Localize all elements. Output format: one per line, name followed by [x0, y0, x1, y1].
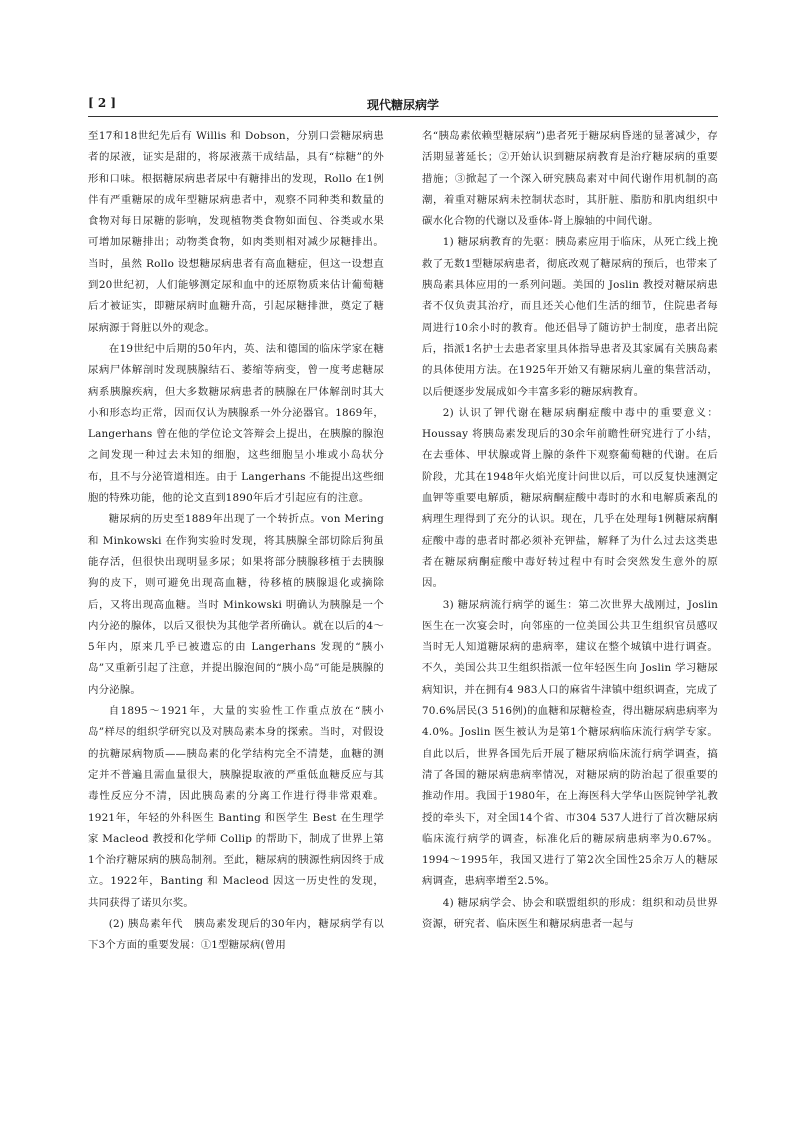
- paragraph: (2) 胰岛素年代 胰岛素发现后的30年内，糖尿病学有以下3个方面的重要发展：①1型糖尿病(曾用: [88, 917, 384, 952]
- paragraph: 2) 认识了钾代谢在糖尿病酮症酸中毒中的重要意义：Houssay 将胰岛素发现后的30余年前瞻性研究进行了小结，在去垂体、甲状腺或肾上腺的条件下观察葡萄糖的代谢。在后阶段，尤其在1948年火焰光度计问世以后，可以反复快速测定血钾等重要电解质，糖尿病酮症酸中毒时的水和电解质紊乱的病理生理得到了充分的认识。现在，几乎在处理每1例糖尿病酮症酸中毒的患者时都必须补充钾盐，解释了为什么过去这类患者在糖尿病酮症酸中毒好转过程中有时会突然发生意外的原因。: [422, 406, 718, 590]
- left-column: [88, 126, 384, 957]
- header-rule: [88, 116, 718, 117]
- paragraph: 名“胰岛素依赖型糖尿病”)患者死于糖尿病昏迷的显著减少，存活期显著延长；②开始认识到糖尿病教育是治疗糖尿病的重要措施；③掀起了一个深入研究胰岛素对中间代谢作用机制的高潮，着重对糖尿病未控制状态时，其肝脏、脂肪和肌肉组织中碳水化合物的代谢以及垂体-肾上腺轴的中间代谢。: [422, 130, 718, 228]
- page-number: [ 2 ]: [88, 96, 117, 110]
- paragraph: 至17和18世纪先后有 Willis 和 Dobson，分别口尝糖尿病患者的尿液，证实是甜的，将尿液蒸干成结晶，具有“棕糖”的外形和口味。根据糖尿病患者尿中有糖排出的发现，Rollo 在1例伴有严重糖尿的成年型糖尿病患者中，观察不同种类和数量的食物对每日尿糖的影响，发现植物类食物如面包、谷类或水果可增加尿糖排出；动物类食物，如肉类则相对减少尿糖排出。当时，虽然 Rollo 设想糖尿病患者有高血糖症，但这一设想直到20世纪初，人们能够测定尿和血中的还原物质来估计葡萄糖后才被证实，即糖尿病时血糖升高，引起尿糖排泄，奠定了糖尿病源于肾脏以外的观念。: [88, 130, 384, 334]
- paragraph: 在19世纪中后期的50年内，英、法和德国的临床学家在糖尿病尸体解剖时发现胰腺结石、萎缩等病变，曾一度考虑糖尿病系胰腺疾病，但大多数糖尿病患者的胰腺在尸体解剖时其大小和形态均正常，因而仅认为胰腺系一外分泌器官。1869年，Langerhans 曾在他的学位论文答辩会上提出，在胰腺的腺泡之间发现一种过去未知的细胞，这些细胞呈小堆或小岛状分布，且不与分泌管道相连。由于 Langerhans 不能提出这些细胞的特殊功能，他的论文直到1890年后才引起应有的注意。: [88, 342, 384, 505]
- right-column: [422, 126, 718, 935]
- paragraph: 1) 糖尿病教育的先驱：胰岛素应用于临床，从死亡线上挽救了无数1型糖尿病患者，彻底改观了糖尿病的预后，也带来了胰岛素具体应用的一系列问题。美国的 Joslin 教授对糖尿病患者不仅负责其治疗，而且还关心他们生活的细节，住院患者每周进行10余小时的教育。他还倡导了随访护士制度，患者出院后，指派1名护士去患者家里具体指导患者及其家属有关胰岛素的具体使用方法。在1925年开始又有糖尿病儿童的集营活动，以后便逐步发展成如今丰富多彩的糖尿病教育。: [422, 236, 718, 398]
- running-title: 现代糖尿病学: [366, 98, 439, 112]
- paragraph: 糖尿病的历史至1889年出现了一个转折点。von Mering 和 Minkowski 在作狗实验时发现，将其胰腺全部切除后狗虽能存活，但很快出现明显多尿；如果将部分胰腺移植于去胰腺狗的皮下，则可避免出现高血糖，待移植的胰腺退化或摘除后，又将出现高血糖。当时 Minkowski 明确认为胰腺是一个内分泌的腺体，以后又很快为其他学者所确认。就在以后的4～5年内，原来几乎已被遗忘的由 Langerhans 发现的“胰小岛”又重新引起了注意，并提出腺泡间的“胰小岛”可能是胰腺的内分泌腺。: [88, 513, 384, 696]
- paragraph: 自1895～1921年，大量的实验性工作重点放在“胰小岛”样尽的组织学研究以及对胰岛素本身的探索。当时，对假设的抗糖尿病物质——胰岛素的化学结构完全不清楚，血糖的测定并不普遍且需血量很大，胰腺提取液的严重低血糖反应与其毒性反应分不清，因此胰岛素的分离工作进行得非常艰难。1921年，年轻的外科医生 Banting 和医学生 Best 在生理学家 Macleod 教授和化学师 Collip 的帮助下，制成了世界上第1个治疗糖尿病的胰岛制剂。至此，糖尿病的胰源性病因终于成立。1922年，Banting 和 Macleod 因这一历史性的发现，共同获得了诺贝尔奖。: [88, 705, 384, 909]
- paragraph: 4) 糖尿病学会、协会和联盟组织的形成：组织和动员世界资源，研究者、临床医生和糖尿病患者一起与: [422, 896, 718, 930]
- page-header: [88, 92, 718, 114]
- paragraph: 3) 糖尿病流行病学的诞生：第二次世界大战刚过，Joslin 医生在一次宴会时，向邻座的一位美国公共卫生组织官员感叹当时无人知道糖尿病的患病率，建议在整个城镇中进行调查。不久，美国公共卫生组织指派一位年轻医生向 Joslin 学习糖尿病知识，并在拥有4 983人口的麻省牛津镇中组织调查，完成了70.6%居民(3 516例)的血糖和尿糖检查，得出糖尿病患病率为4.0%。Joslin 医生被认为是第1个糖尿病临床流行病学专家。自此以后，世界各国先后开展了糖尿病临床流行病学调查，搞清了各国的糖尿病患病率情况，对糖尿病的防治起了很重要的推动作用。我国于1980年，在上海医科大学华山医院钟学礼教授的牵头下，对全国14个省、市304 537人进行了首次糖尿病临床流行病学的调查，标准化后的糖尿病患病率为0.67%。1994～1995年，我国又进行了第2次全国性25余万人的糖尿病调查，患病率增至2.5%。: [422, 598, 718, 888]
